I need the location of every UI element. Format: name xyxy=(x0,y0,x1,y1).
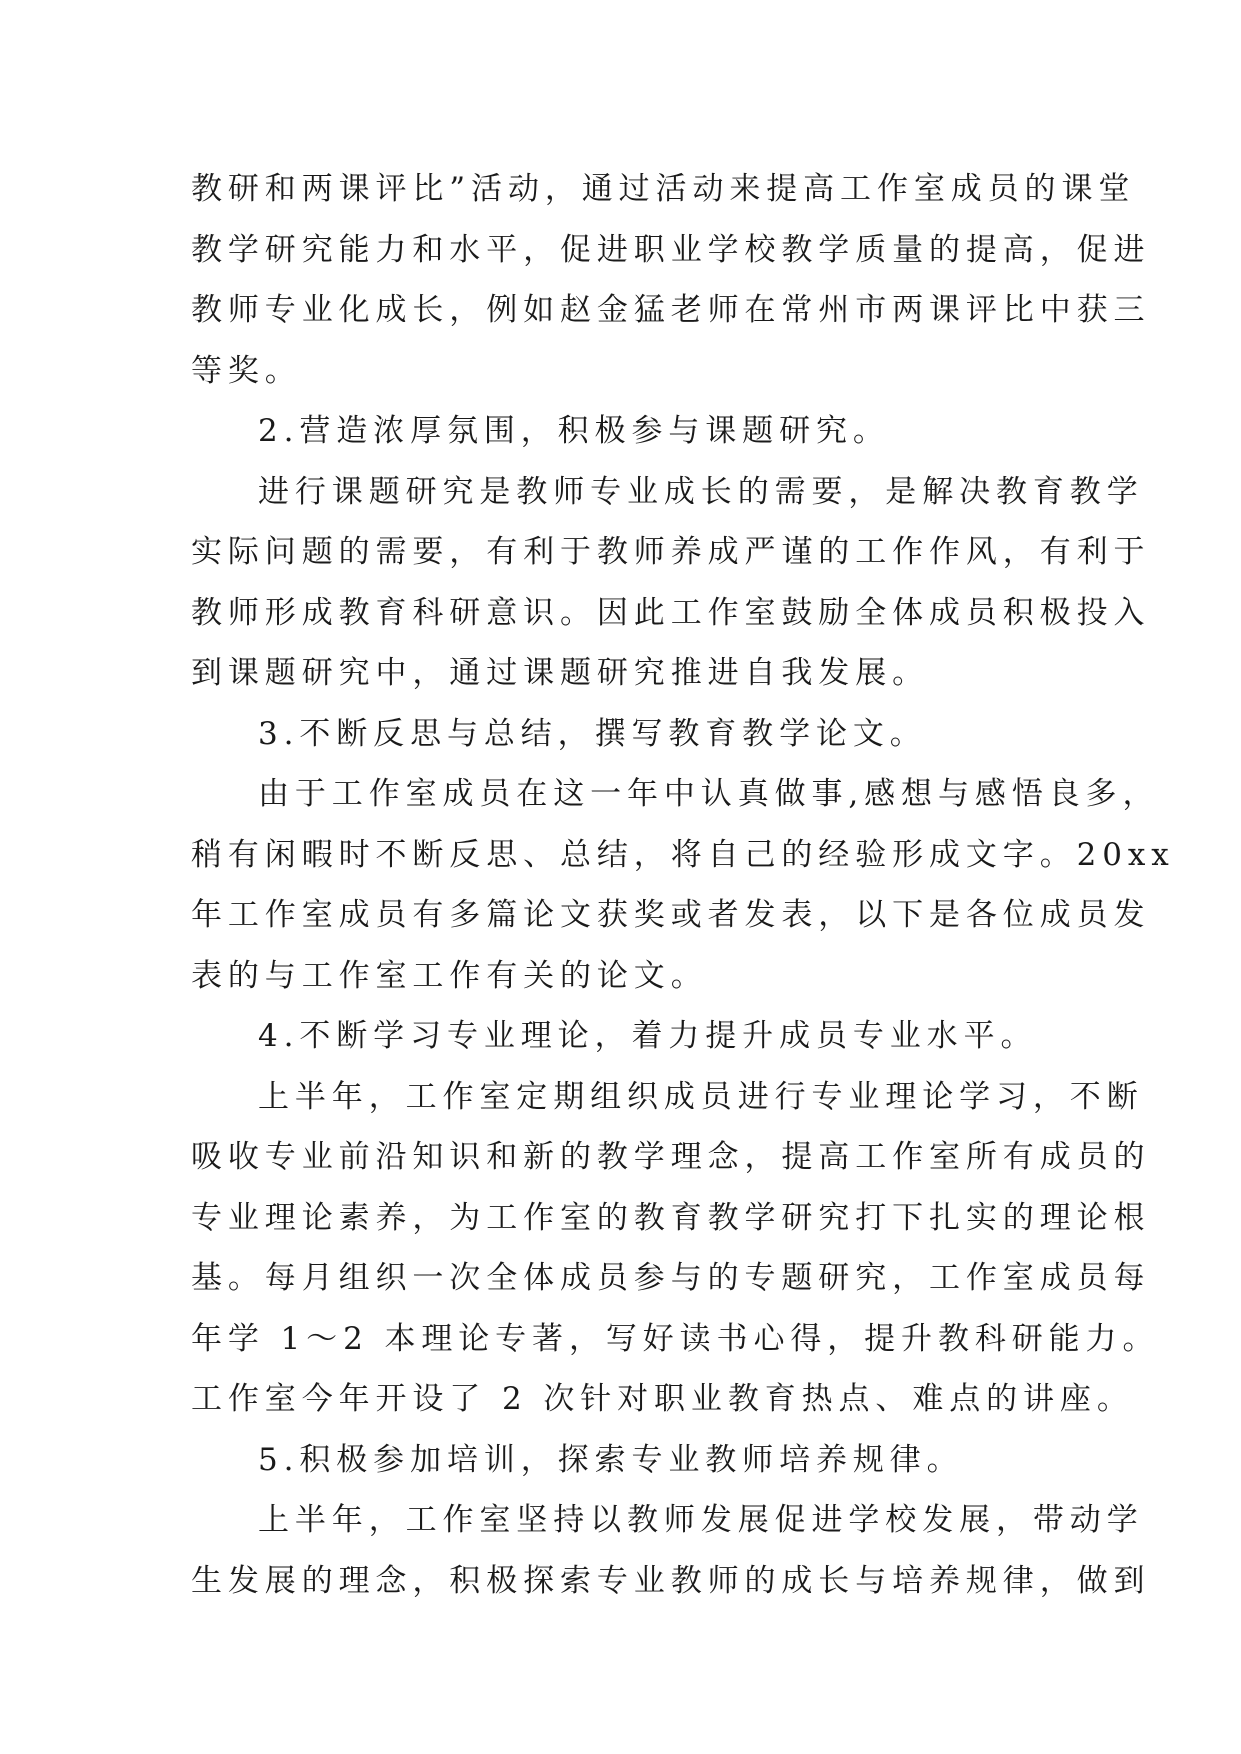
body-line-23: 上半年，工作室坚持以教师发展促进学校发展，带动学 xyxy=(258,1502,1144,1538)
body-line-2: 教学研究能力和水平，促进职业学校教学质量的提高，促进 xyxy=(191,231,1151,268)
body-line-24: 生发展的理念，积极探索专业教师的成长与培养规律，做到 xyxy=(191,1562,1151,1599)
section-heading-4: 4.不断学习专业理论，着力提升成员专业水平。 xyxy=(258,1018,1038,1054)
section-heading-3: 3.不断反思与总结，撰写教育教学论文。 xyxy=(258,715,927,752)
body-line-18: 专业理论素养，为工作室的教育教学研究打下扎实的理论根 xyxy=(191,1199,1151,1236)
section-heading-2: 2.营造浓厚氛围，积极参与课题研究。 xyxy=(258,413,890,449)
body-line-17: 吸收专业前沿知识和新的教学理念，提高工作室所有成员的 xyxy=(191,1139,1151,1175)
body-line-6: 进行课题研究是教师专业成长的需要，是解决教育教学 xyxy=(258,473,1144,510)
body-line-19: 基。每月组织一次全体成员参与的专题研究，工作室成员每 xyxy=(191,1260,1151,1296)
body-line-7: 实际问题的需要，有利于教师养成严谨的工作作风，有利于 xyxy=(191,534,1151,570)
section-heading-5: 5.积极参加培训，探索专业教师培养规律。 xyxy=(258,1441,964,1478)
body-line-4: 等奖。 xyxy=(191,352,302,389)
body-line-11: 由于工作室成员在这一年中认真做事,感想与感悟良多， xyxy=(258,776,1160,812)
body-line-16: 上半年，工作室定期组织成员进行专业理论学习，不断 xyxy=(258,1078,1144,1115)
body-line-14: 表的与工作室工作有关的论文。 xyxy=(191,957,708,994)
body-line-13: 年工作室成员有多篇论文获奖或者发表，以下是各位成员发 xyxy=(191,897,1151,933)
body-line-9: 到课题研究中，通过课题研究推进自我发展。 xyxy=(191,655,929,691)
body-line-21: 工作室今年开设了 2 次针对职业教育热点、难点的讲座。 xyxy=(191,1381,1134,1417)
body-line-1: 教研和两课评比”活动，通过活动来提高工作室成员的课堂 xyxy=(191,171,1136,207)
document-body xyxy=(191,159,1175,1611)
body-line-8: 教师形成教育科研意识。因此工作室鼓励全体成员积极投入 xyxy=(191,594,1151,631)
body-line-12: 稍有闲暇时不断反思、总结，将自己的经验形成文字。20xx xyxy=(191,836,1175,873)
body-line-20: 年学 1～2 本理论专著，写好读书心得，提升教科研能力。 xyxy=(191,1320,1160,1357)
body-line-3: 教师专业化成长，例如赵金猛老师在常州市两课评比中获三 xyxy=(191,292,1151,328)
